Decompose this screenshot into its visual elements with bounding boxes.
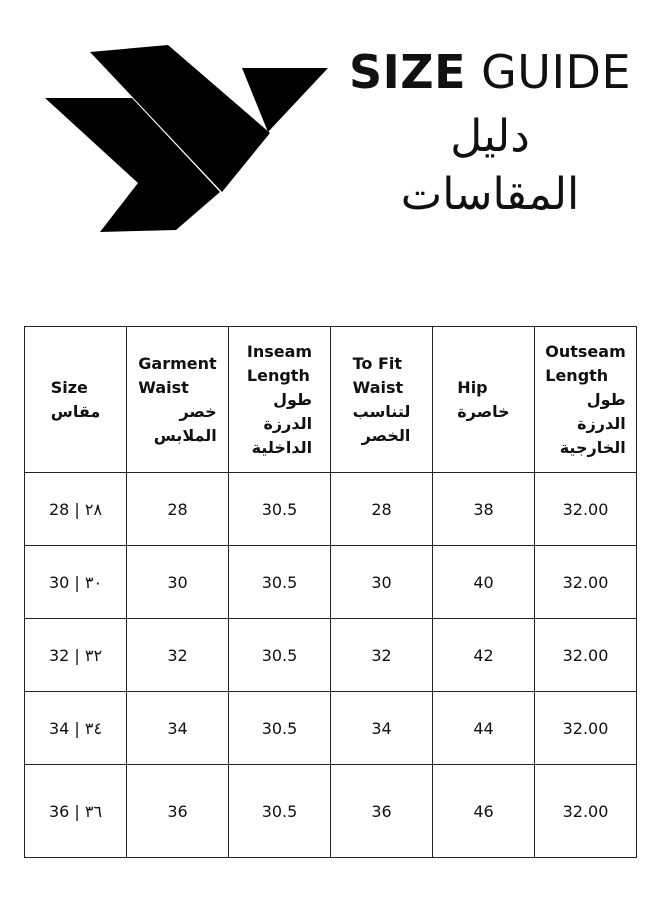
- table-row: [25, 765, 637, 858]
- garment-waist-value: 30: [127, 546, 229, 619]
- header-size: Size مقاس: [25, 327, 127, 473]
- outseam-value: 32.00: [535, 765, 637, 858]
- hip-value: 44: [433, 692, 535, 765]
- garment-waist-value: 28: [127, 473, 229, 546]
- table-row: [25, 546, 637, 619]
- table-row: [25, 692, 637, 765]
- garment-waist-value: 32: [127, 619, 229, 692]
- title-arabic-line2: المقاسات: [400, 169, 580, 220]
- hip-value: 40: [433, 546, 535, 619]
- table-header-row: [25, 327, 637, 473]
- fit-waist-value: 30: [331, 546, 433, 619]
- hip-value: 38: [433, 473, 535, 546]
- title-regular: GUIDE: [481, 45, 632, 99]
- fit-waist-value: 36: [331, 765, 433, 858]
- fit-waist-value: 28: [331, 473, 433, 546]
- size-value: 36 | ٣٦: [25, 765, 127, 858]
- outseam-value: 32.00: [535, 546, 637, 619]
- hip-value: 42: [433, 619, 535, 692]
- header-hip: Hip خاصرة: [433, 327, 535, 473]
- outseam-value: 32.00: [535, 619, 637, 692]
- inseam-value: 30.5: [229, 692, 331, 765]
- inseam-value: 30.5: [229, 546, 331, 619]
- header-to-fit-waist: To Fit Waist لتناسب الخصر: [331, 327, 433, 473]
- hip-value: 46: [433, 765, 535, 858]
- size-value: 30 | ٣٠: [25, 546, 127, 619]
- header-garment-waist: Garment Waist خصر الملابس: [127, 327, 229, 473]
- inseam-value: 30.5: [229, 473, 331, 546]
- inseam-value: 30.5: [229, 765, 331, 858]
- size-table: [24, 326, 637, 858]
- table-row: [25, 473, 637, 546]
- title-arabic-line1: دليل: [450, 111, 530, 162]
- fit-waist-value: 34: [331, 692, 433, 765]
- outseam-value: 32.00: [535, 692, 637, 765]
- size-value: 32 | ٣٢: [25, 619, 127, 692]
- garment-waist-value: 34: [127, 692, 229, 765]
- header-inseam-length: Inseam Length طول الدرزة الداخلية: [229, 327, 331, 473]
- page-title: [340, 42, 640, 102]
- title-block: [340, 42, 640, 224]
- fit-waist-value: 32: [331, 619, 433, 692]
- title-bold: SIZE: [348, 45, 467, 99]
- table-row: [25, 619, 637, 692]
- size-value: 34 | ٣٤: [25, 692, 127, 765]
- brand-chevron-logo-icon: [40, 40, 330, 240]
- header-outseam-length: Outseam Length طول الدرزة الخارجية: [535, 327, 637, 473]
- size-value: 28 | ٢٨: [25, 473, 127, 546]
- garment-waist-value: 36: [127, 765, 229, 858]
- inseam-value: 30.5: [229, 619, 331, 692]
- outseam-value: 32.00: [535, 473, 637, 546]
